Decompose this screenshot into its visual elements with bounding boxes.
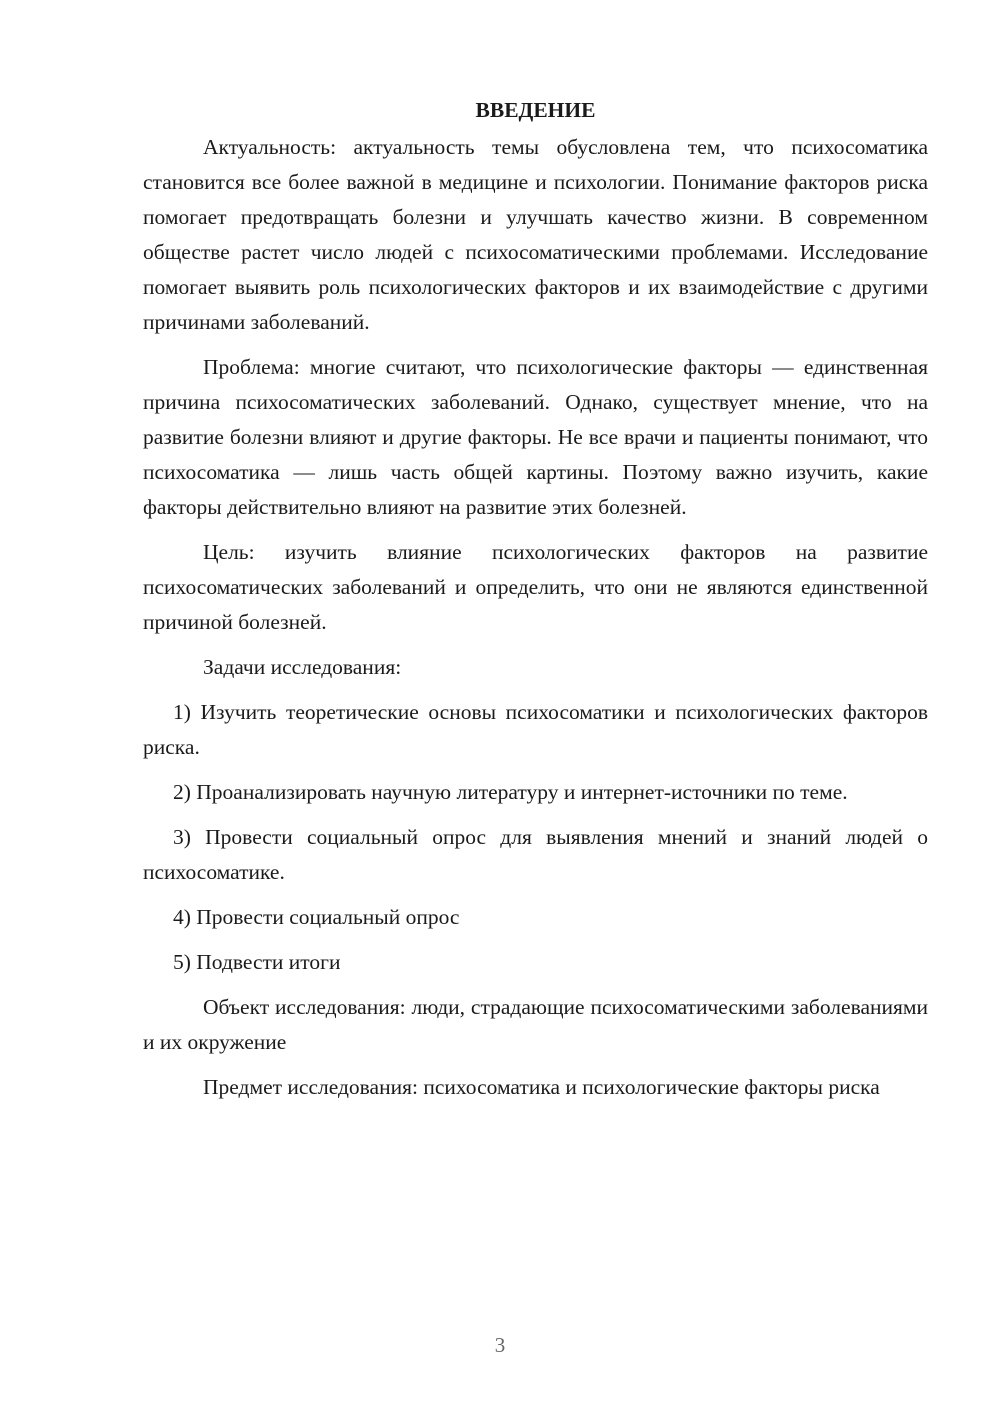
task-item-3: 3) Провести социальный опрос для выявления мнений и знаний людей о психосоматике. bbox=[143, 825, 928, 884]
object-paragraph: Объект исследования: люди, страдающие психосоматическими заболеваниями и их окружение bbox=[143, 995, 928, 1054]
tasks-heading: Задачи исследования: bbox=[203, 655, 402, 679]
page-content bbox=[143, 92, 928, 1115]
task-item-4: 4) Провести социальный опрос bbox=[173, 905, 460, 929]
task-item-1: 1) Изучить теоретические основы психосоматики и психологических факторов риска. bbox=[143, 700, 928, 759]
section-title: ВВЕДЕНИЕ bbox=[475, 98, 596, 122]
page-number: 3 bbox=[494, 1333, 506, 1357]
subject-paragraph: Предмет исследования: психосоматика и психологические факторы риска bbox=[203, 1075, 880, 1099]
relevance-paragraph: Актуальность: актуальность темы обусловлена тем, что психосоматика становится все более важной в медицине и психологии. Понимание факторов риска помогает предотвращать болезни и улучшать качество жизни. В современном обществе растет число людей с психосоматическими проблемами. Исследование помогает выявить роль психологических факторов и их взаимодействие с другими причинами заболеваний. bbox=[143, 135, 928, 334]
task-item-2: 2) Проанализировать научную литературу и интернет-источники по теме. bbox=[173, 780, 848, 804]
goal-paragraph: Цель: изучить влияние психологических факторов на развитие психосоматических заболеваний и определить, что они не являются единственной причиной болезней. bbox=[143, 540, 928, 634]
problem-paragraph: Проблема: многие считают, что психологические факторы — единственная причина психосоматических заболеваний. Однако, существует мнение, что на развитие болезни влияют и другие факторы. Не все врачи и пациенты понимают, что психосоматика — лишь часть общей картины. Поэтому важно изучить, какие факторы действительно влияют на развитие этих болезней. bbox=[143, 355, 928, 519]
task-item-5: 5) Подвести итоги bbox=[173, 950, 341, 974]
